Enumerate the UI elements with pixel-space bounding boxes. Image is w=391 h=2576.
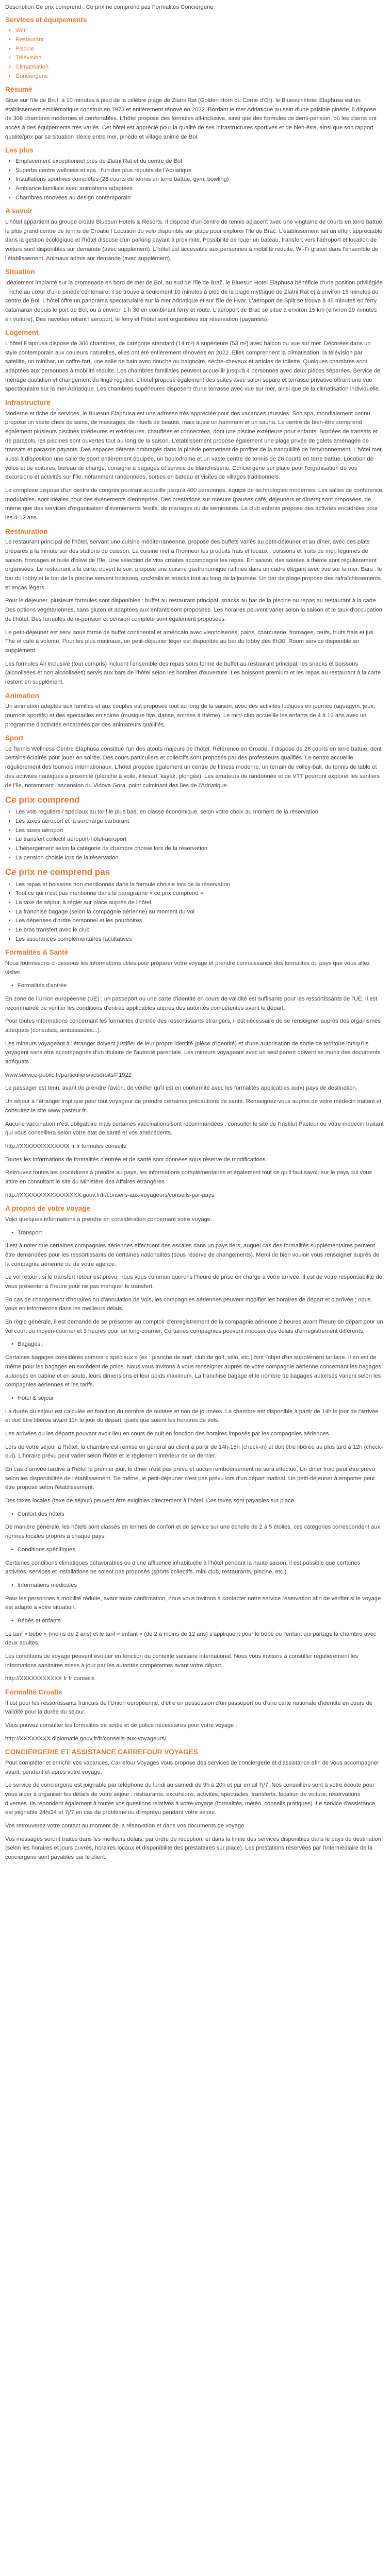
- paragraph: Nous fournissons ci-dessous les informations utiles pour préparer votre voyage et prendre connaissance des formalités du pays que vous allez visiter.: [5, 960, 370, 976]
- sport-paragraph: Le Tennis Wellness Centre Elaphusa constitue l'un des atouts majeurs de l'hôtel. Référence en Croatie, il dispose de 26 courts en terre battue, dont certains éclairés pour jouer en soirée. Des cours particuliers et collectifs sont proposés par des professeurs qualifiés. Le centre accueille régulièrement des tournois internationaux. L'hôtel propose également un centre de fitness moderne, un terrain de volley-ball, du tennis de table et des activités nautiques à proximité (planche à voile, kitesurf, kayak, plongée). Les amateurs de randonnée et de VTT pourront explorer les sentiers de l'île, notamment l'ascension du Vidova Gora, point culminant des îles de l'Adriatique.: [5, 745, 382, 789]
- paragraph: Vos retrouverez votre contact au moment de la réservation et dans vos documents de voyage.: [5, 1823, 246, 1829]
- resume-paragraph: Situé sur l'île de Bruf, à 10 minutes à pied de la célèbre plage de Zlatni Rat (Golden Horn ou Corne d'Or), le Bluesun Hotel Elaphusa est un établissement emblématique construit en 1973 et entièrement rénové en 2022. Bordant le mer Adriatique au sein d'une paisible pinède, il dispose de 306 chambres modernes et confortables. L'hôtel propose des formules all-inclusive, ainsi que des formules de demi-pension, où les clients ont accès à des équipements très variés. Cet hôtel est apprécié pour la qualité de ses infrastructures sportives et de bien-être, ainsi que son rapport qualité/prix par sa situation idéale entre mer, pinède et village animé de Bol.: [5, 97, 377, 140]
- paragraph: Pour compléter et enrichir vos vacances, Carrefour Voyages vous propose des services de conciergerie et d'assistance afin de vous accompagner avant, pendant et après votre voyage.: [5, 1759, 379, 1775]
- animation-title: Animation: [5, 691, 39, 700]
- list-item: • Confort des hôtels: [5, 1510, 384, 1519]
- infrastructure-paragraph: Le complexe dispose d'un centre de congrès pouvant accueillir jusqu'à 400 personnes, équipé de technologies modernes. Les salles de conférence, modulables, sont idéales pour des événements d'entreprise. Des prestations sur mesure (pauses café, déjeuners et dîners) sont proposées, de même que des services d'organisation d'événements festifs, de mariages ou de séminaires. Le club enfants propose des activités encadrées pour les 4-12 ans.: [5, 487, 384, 521]
- paragraph: Il est à noter que certaines compagnies aériennes effectuent des escales dans un pays tiers, auquel cas des formalités supplémentaires peuvent être demandées pour les ressortissants de certaines nationalités (sous réserve de changements). Merci de bien vouloir vous renseigner auprès de la compagnie aérienne ou de votre agence.: [5, 1243, 380, 1267]
- paragraph: En cas d'arrivée tardive à l'hôtel le premier jour, le dîner n'est pas prévu et aucun remboursement ne sera effectué. Un dîner froid peut être prévu selon les disponibilités de l'établissement. De même, le petit-déjeuner n'est pas prévu lors d'un départ matinal. Un petit-déjeuner à emporter peut être proposé selon l'établissement.: [5, 1466, 375, 1491]
- paragraph: Les conditions de voyage peuvent évoluer en fonction du contexte sanitaire international. Nous vous invitons à consulter régulièrement les informations sanitaires mises à jour par les autorités compétentes avant votre départ.: [5, 1653, 359, 1669]
- restauration-paragraph: Le restaurant principal de l'hôtel, servant une cuisine méditerranéenne, propose des buffets variés au petit-déjeuner et au dîner, avec des plats préparés à la minute sur des stations de cuisson. La cuisine met à l'honneur les produits frais et locaux : poissons et fruits de mer, légumes de saison, fromages et huile d'olive de l'île. Une sélection de vins croates accompagne les repas. En saison, des soirées à thème sont régulièrement organisées. Le restaurant à la carte, ouvert le soir, propose une cuisine gastronomique raffinée dans un cadre élégant avec vue sur la mer. Bars : le bar du lobby et le bar de la piscine servent boissons, cocktails et snacks tout au long de la journée. Un bar de plage propose des rafraîchissements et encas légers.: [5, 539, 382, 591]
- apropos-title: A propos de votre voyage: [5, 1205, 91, 1213]
- formalite-croatie-section: [5, 1688, 384, 1743]
- paragraph: Toutes les informations de formalités d'entrée et de santé sont données sous réserve de modifications.: [5, 1156, 267, 1163]
- list-item: • La franchise bagage (selon la compagnie aérienne) au moment du vol: [15, 908, 384, 917]
- situation-section: [5, 267, 384, 324]
- infrastructure-title: Infrastructure: [5, 398, 51, 406]
- paragraph: Le service de conciergerie est joignable par téléphone du lundi au samedi de 9h à 20h et par email 7j/7. Nos conseillers sont à votre écoute pour vous aider à organiser les détails de votre séjour : restaurants, excursions, activités, spectacles, transferts, location de voiture, réservations diverses. Ils répondent également à toutes vos questions relatives à votre voyage (formalités, météo, conseils pratiques). Le service d'assistance est joignable 24h/24 et 7j/7 en cas de problème ou d'imprévu pendant votre séjour.: [5, 1782, 376, 1816]
- link-text[interactable]: http://XXXXXXXXXXX fr fr conseils: [5, 1675, 95, 1682]
- list-item: • Les assurances complémentaires facultatives: [15, 935, 384, 944]
- formalites-sante-title: Formalités & Santé: [5, 948, 69, 957]
- service-item: • Restaurant: [15, 36, 384, 45]
- resume-title: Résumé: [5, 86, 32, 94]
- list-item: • Les taxes aéroport et la surcharge carburant: [15, 817, 384, 826]
- paragraph: Les mineurs voyageant à l'étranger doivent justifier de leur propre identité (pièce d'identité) et d'une autorisation de sortie de territoire lorsqu'ils voyagent sans être accompagnés d'un titulaire de l'autorité parentale. Les mineurs voyageant avec un seul parent doivent se munir des documents adéquats.: [5, 1040, 381, 1065]
- list-item: • Bébés et enfants: [5, 1617, 384, 1626]
- prix-ne-comprend-title: Ce prix ne comprend pas: [5, 867, 110, 877]
- prix-comprend-list: [5, 808, 384, 862]
- paragraph: Lors de votre séjour à l'hôtel, la chambre est remise en général au client à partir de 14h-15h (check-in) et doit être libérée au plus tard à 12h (check-out). L'horaire prévu peut varier selon l'hôtel et le règlement intérieur de ce dernier.: [5, 1444, 383, 1460]
- list-item: • La pension choisie lors de la réservation: [15, 854, 384, 863]
- link-text[interactable]: http://XXXXXXXXXXXXX fr fr formules conseils: [5, 1143, 126, 1149]
- paragraph: Retrouvez toutes les procédures à prendre au pays, les informations complémentaires et également tout ce qu'il faut savoir sur le pays qui vous attire en consultant le site du Ministère des Affaires étrangères :: [5, 1170, 372, 1185]
- prix-ne-comprend-section: [5, 867, 384, 944]
- list-item: • Chambres rénovées au design contemporain: [15, 194, 384, 203]
- restauration-paragraph: Pour le déjeuner, plusieurs formules sont disponibles : buffet au restaurant principal, snacks au bar de la piscine ou repas au restaurant à la carte. Des options végétariennes, sans gluten et adaptées aux enfants sont proposées. Les horaires peuvent varier selon la saison et le taux d'occupation de l'hôtel. Des formules demi-pension et pension complète sont également proposées.: [5, 598, 383, 622]
- situation-title: Situation: [5, 268, 35, 276]
- list-item: • Le bras transfert avec le club: [15, 926, 384, 935]
- logement-title: Logement: [5, 329, 39, 337]
- list-item: • Superbe centre wellness et spa : l'un des plus réputés de l'Adriatique: [15, 166, 384, 176]
- paragraph: Le tarif « bébé » (moins de 2 ans) et le tarif « enfant » (de 2 à moins de 12 ans) s'appliquent pour le bébé ou l'enfant qui partage la chambre avec deux adultes.: [5, 1631, 377, 1647]
- paragraph: Vos messages seront traités dans les meilleurs délais, par ordre de réception, et dans la limite des services disponibles dans le pays de destination (selon les horaires et jours ouvrés, horaires locaux et disponibilité des prestataires sur place). Les prestations réservées par l'intermédiaire de la conciergerie sont payables par le client.: [5, 1836, 381, 1861]
- logement-section: [5, 328, 384, 394]
- services-list: [5, 26, 384, 81]
- prix-ne-comprend-list: [5, 880, 384, 944]
- list-item: • Informations médicales: [5, 1581, 384, 1590]
- apropos-section: [5, 1204, 384, 1648]
- restauration-paragraph: Les formules All Inclusive (tout compris) incluent l'ensemble des repas sous forme de buffet au restaurant principal, les snacks et boissons (alcoolisées et non alcoolisées) servis aux bars de l'hôtel selon les horaires d'ouverture. Les boissons premium et les repas au restaurant à la carte restent en supplément.: [5, 660, 381, 685]
- paragraph: En règle générale, il est demandé de se présenter au comptoir d'enregistrement de la compagnie aérienne 2 heures avant l'heure de départ pour un vol court ou moyen-courrier et 3 heures pour un long-courrier. Certaines compagnies peuvent imposer des délais d'enregistrement différents.: [5, 1319, 383, 1334]
- prix-comprend-section: [5, 794, 384, 862]
- list-item: • Formalités d'entrée: [5, 981, 384, 991]
- link-text[interactable]: http://XXXXXXXX.diplomatie.gouv.fr/fr/conseils-aux-voyageurs/: [5, 1735, 166, 1742]
- list-item: • Les taxes aéroport: [15, 826, 384, 836]
- services-title: Services et équipements: [5, 15, 87, 24]
- restauration-paragraph: Le petit-déjeuner est servi sous forme de buffet continental et américain avec viennoiseries, pains, charcuterie, fromages, œufs, fruits frais et jus. Thé et café à volonté. Pour les plus matinaux, un petit-déjeuner léger est disponible au bar du lobby dès 6h30. Room service disponible en supplément.: [5, 629, 375, 654]
- list-item: • Transport: [5, 1229, 384, 1238]
- sport-title: Sport: [5, 734, 24, 742]
- paragraph: De manière générale, les hôtels sont classés en termes de confort et de service sur une échelle de 2 à 5 étoiles, ces catégories correspondent aux normes locales propres à chaque pays.: [5, 1524, 380, 1540]
- paragraph: Le vol retour : si le transfert retour est prévu, nous vous communiquerons l'heure de prise en charge à votre arrivée. Il est de votre responsabilité de vous présenter à l'heure pour ne pas manquer le transfert.: [5, 1274, 382, 1290]
- paragraph: La durée du séjour est calculée en fonction du nombre de nuitées et non de journées. La chambre est disponible à partir de 14h le jour de l'arrivée et doit être libérée avant 11h le jour du départ, quels que soient les horaires de vols.: [5, 1408, 379, 1424]
- list-item: • Installations sportives complètes (26 courts de tennis en terre battue, gym, bowling): [15, 175, 384, 184]
- paragraph: Aucune vaccination n'est obligatoire mais certaines vaccinations sont recommandées ; consulter le site de l'Institut Pasteur ou votre médecin traitant qui vous conseillera selon votre état de santé et vos antécédents.: [5, 1121, 384, 1137]
- service-item: • Climatisation: [15, 63, 384, 72]
- prix-comprend-title: Ce prix comprend: [5, 795, 80, 805]
- paragraph: Voici quelques informations à prendre en considération concernant votre voyage.: [5, 1216, 213, 1223]
- infrastructure-paragraph: Moderne et riche de services, le Bluesun Elaphusa est une adresse très appréciée pour des vacances réussies. Son spa, mondialement connu, propose un vaste choix de soins, de massages, de rituels de beauté, mais aussi un hammam et un sauna. Le centre de bien-être comprend également plusieurs piscines intérieures et extérieures, chauffées et connectées, dont une piscine extérieure pour enfants. Bordées de transats et de parasols, les piscines sont ouvertes tout au long de la saison. L'établissement propose également une plage privée de galets aménagée de transats et parasols payants. Des espaces détente ombragés dans la pinède permettent de profiter de la tranquillité de l'environnement. L'hôtel met aussi à disposition une salle de sport entièrement équipée, un boulodrome et un vaste centre de tennis de 26 courts en terre battue. Location de vélos et de voitures, bureau de change, consigne à bagages et service de blanchisserie. Conciergerie sur place pour l'organisation de vos excursions et activités sur l'île, notamment randonnées, sorties en bateau et visites de villages traditionnels.: [5, 410, 382, 481]
- infrastructure-section: [5, 398, 384, 523]
- list-item: • Tout ce qui n'est pas mentionné dans le paragraphe « ce prix comprend »: [15, 889, 384, 899]
- conciergerie-title: CONCIERGERIE ET ASSISTANCE CARREFOUR VOYAGES: [5, 1748, 198, 1756]
- paragraph: Pour toutes informations concernant les formalités d'entrée des ressortissants étrangers, il est nécessaire de se renseigner auprès des organismes adéquats (consulats, ambassades...).: [5, 1018, 381, 1034]
- service-item: • Télévision: [15, 54, 384, 63]
- sport-section: [5, 734, 384, 790]
- list-item: • Ambiance familiale avec animations adaptées: [15, 184, 384, 194]
- paragraph: Certaines bagages considérés comme « spéciaux » (ex : planche de surf, club de golf, vélo, etc.) font l'objet d'un supplément tarifaire. Il en est de même pour les bagages en excédent de poids. Nous vous invitons à vous renseigner auprès de votre compagnie aérienne concernant les bagages autorisés en cabine et en soute, leurs dimensions et leur poids maximum. La franchise bagage et le nombre de bagages autorisés varient selon les compagnies aériennes et les tarifs.: [5, 1354, 381, 1388]
- list-item: • Les repas et boissons non mentionnés dans la formule choisie lors de la réservation: [15, 880, 384, 890]
- paragraph: En zone de l'Union européenne (UE) : un passeport ou une carte d'identité en cours de validité est suffisante pour les ressortissants de l'UE. Il est recommandé de vérifier les conditions d'entrée applicables auprès des autorités compétentes avant le départ.: [5, 995, 378, 1011]
- paragraph: Pour les personnes à mobilité réduite, avant toute confirmation, nous vous invitons à contacter notre service réservation afin de vérifier si le voyage est adapté à votre situation.: [5, 1595, 381, 1611]
- resume-section: [5, 85, 384, 142]
- list-item: • Les dépenses d'ordre personnel et les pourboires: [15, 917, 384, 926]
- formalites-sante-section: [5, 948, 384, 1200]
- paragraph: Vous pouvez consulter les formalités de sortie et de police nécessaires pour votre voyage :: [5, 1722, 237, 1728]
- paragraph: Le passager est tenu, avant de prendre l'avion, de vérifier qu'il est en conformité avec les formalités applicables au(x) pays de destination.: [5, 1085, 357, 1092]
- travel-info-section: [5, 1652, 384, 1684]
- list-item: • La taxe de séjour, à régler sur place auprès de l'hôtel: [15, 899, 384, 908]
- animation-paragraph: Un animation adaptée aux familles et aux couples est proposée tout au long de la saison, avec des activités ludiques en journée (aquagym, jeux, tournois sportifs) et des spectacles en soirée (musique live, danse, soirées à thème). Le mini-club accueille les enfants de 4 à 12 ans avec un programme d'activités encadrées par des animateurs qualifiés.: [5, 703, 376, 728]
- paragraph: Les arrivées ou les départs pouvant avoir lieu en cours de nuit en fonction des horaires imposés par les compagnies aériennes.: [5, 1430, 331, 1437]
- situation-paragraph: Idéalement implanté sur la promenade en bord de mer de Bol, au sud de l'île de Brač, le Bluesun Hotel Elaphusa bénéficie d'une position privilégiée : niché au cœur d'une pinède centenaire, il se trouve à seulement 10 minutes à pied de la plage mythique de Zlatni Rat et à environ 15 minutes du centre de Bol. L'hôtel offre un panorama spectaculaire sur la mer Adriatique et sur l'île de Hvar. L'aéroport de Split se trouve à 45 minutes en ferry catamaran depuis le port de Bol, ou à environ 1 h 30 en combinant ferry et route. L'aéroport de Brač se situe à environ 15 km (environ 20 minutes en voiture). Des navettes reliant l'aéroport, le ferry et l'hôtel sont organisées sur réservation (payantes).: [5, 279, 383, 323]
- conciergerie-section: [5, 1748, 384, 1862]
- link-text[interactable]: http://XXXXXXXXXXXXXXXX.gouv.fr/fr/conseils-aux-voyageurs/conseils-par-pays: [5, 1192, 215, 1198]
- link-text[interactable]: www.service-public.fr/particuliers/vosdroits/F1922: [5, 1072, 132, 1078]
- list-item: • Emplacement exceptionnel près de Zlatni Rat et du centre de Bol: [15, 157, 384, 166]
- service-item: • Conciergerie: [15, 72, 384, 81]
- list-item: • Les vols réguliers / spéciaux au tarif le plus bas, en classe économique, selon votre choix au moment de la réservation: [15, 808, 384, 817]
- a-savoir-title: A savoir: [5, 207, 32, 215]
- paragraph: En cas de changement d'horaires ou d'annulation de vols, les compagnies aériennes peuvent modifier les horaires de départ et d'arrivée ; nous vous en informerons dans les meilleurs délais.: [5, 1296, 371, 1312]
- list-item: • Conditions spécifiques: [5, 1546, 384, 1555]
- les-plus-section: [5, 146, 384, 202]
- logement-paragraph: L'hôtel Elaphusa dispose de 306 chambres, de catégorie standard (14 m²) à supérieure (53 m²) avec balcon ou vue sur mer. Décorées dans un style contemporain aux couleurs naturelles, elles ont été entièrement rénovées en 2022. Elles comprennent la climatisation, la télévision par satellite, un minibar, un coffre-fort, une salle de bain avec douche ou baignoire, sèche-cheveux et articles de toilette. Quelques chambres sont adaptées aux personnes à mobilité réduite. Les chambres familiales peuvent accueillir jusqu'à 4 personnes avec deux pièces séparées. Service de ménage quotidien et changement du linge régulier. L'hôtel propose également des suites avec salon séparé et terrasse privative offrant une vue spectaculaire sur la mer Adriatique. Les chambres supérieures disposent d'une terrasse avec vue sur mer, ainsi que de la climatisation individuelle.: [5, 340, 381, 393]
- list-item: • Bagages :: [5, 1340, 384, 1349]
- les-plus-title: Les plus: [5, 146, 34, 155]
- service-item: • Piscine: [15, 45, 384, 54]
- paragraph: Un séjour à l'étranger implique pour tout voyageur de prendre certaines précautions de santé. Renseignez-vous auprès de votre médecin traitant et consultez le site www.pasteur.fr.: [5, 1098, 382, 1114]
- a-savoir-section: [5, 207, 384, 263]
- paragraph: Des taxes locales (taxe de séjour) peuvent être exigibles directement à l'hôtel. Ces taxes sont payables sur place.: [5, 1498, 296, 1504]
- paragraph: Il est pour les ressortissants français de l'Union européenne, d'être en possession d'un passeport ou d'une carte nationale d'identité en cours de validité pour la durée du séjour.: [5, 1700, 373, 1716]
- les-plus-list: [5, 157, 384, 202]
- restauration-title: Restauration: [5, 527, 48, 535]
- list-item: • Hôtel & séjour: [5, 1394, 384, 1403]
- paragraph: Certaines conditions climatiques défavorables ou d'une affluence inhabituelle à l'hôtel pendant la haute saison, il est possible que certaines activités, services et installations ne soient pas proposés (sports collectifs, mini club, restaurants, piscine, etc.).: [5, 1560, 361, 1575]
- services-section: [5, 15, 384, 81]
- animation-section: [5, 691, 384, 730]
- restauration-section: [5, 527, 384, 687]
- service-item: • Wifi: [15, 26, 384, 36]
- formalite-croatie-title: Formalité Croatie: [5, 1688, 63, 1697]
- list-item: • Le transfert collectif aéroport-hôtel-aéroport: [15, 835, 384, 844]
- tab-bar-text: Description Ce prix comprend : Ce prix ne comprend pas Formalités Conciergerie: [5, 4, 214, 10]
- list-item: • L'hébergement selon la catégorie de chambre choisie lors de la réservation: [15, 844, 384, 854]
- a-savoir-paragraph: L'hôtel appartient au groupe croate Bluesun Hotels & Resorts. Il dispose d'un centre de tennis adjacent avec une vingtaine de courts en terre battue, le plus grand centre de tennis de Croatie ! Location du vélo disponible sur place pour explorer l'île de Brač. L'établissement fait un effort appréciable dans la gestion écologique et l'hôtel dispose d'un parking payant à proximité. Possibilité de louer un bateau, transfert vers l'aéroport et location de voiture sont disponibles sur demande (avec supplément). L'hôtel est accessible aux personnes à mobilité réduite. Wi-Fi gratuit dans l'ensemble de l'établissement. Animaux admis sur demande (avec supplément).: [5, 218, 384, 262]
